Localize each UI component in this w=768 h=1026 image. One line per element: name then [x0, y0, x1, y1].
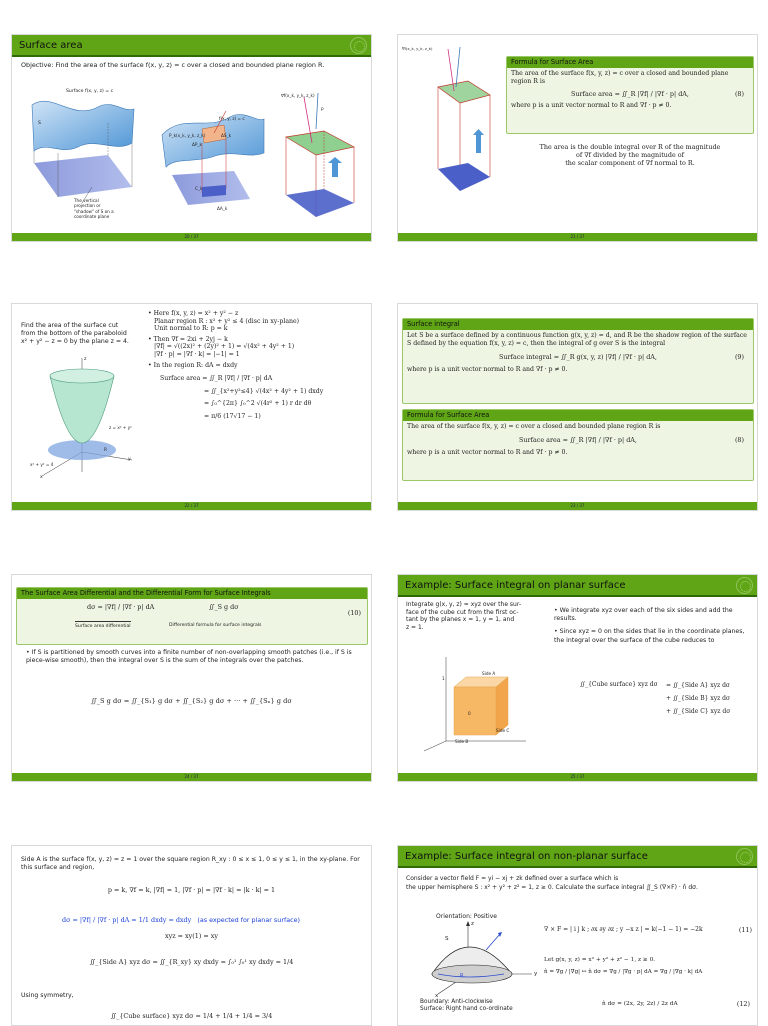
objective-text: Objective: Find the area of the surface f(x, y, z) = c over a closed and bounded plane region R.: [21, 61, 325, 69]
label-side-b: Side B: [455, 739, 469, 744]
dsigma-note: (as expected for planar surface): [197, 916, 301, 924]
normal-formula: n̂ = ∇g / |∇g| ↦ n̂ dσ = ∇g / |∇g · p| dA = ∇g / |∇g · k| dA: [544, 969, 703, 975]
intro-line-2: the upper hemisphere S : x² + y² + z² = 1, z ≥ 0. Calculate the surface integral ∬_S (∇×F) · n̂ dσ.: [406, 884, 698, 891]
equation-number: (9): [734, 353, 744, 361]
term-side-b: + ∬_{Side B} xyz dσ: [666, 695, 731, 702]
surface-label: Surface: Right hand co-ordinate: [420, 1006, 513, 1012]
line-cube-total: ∬_{Cube surface} xyz dσ = 1/4 + 1/4 + 1/4 = 3/4: [110, 1012, 273, 1020]
patch-diagram: [404, 41, 504, 201]
surface-integral-box: [402, 318, 754, 404]
explanation: [510, 143, 750, 168]
bullet-1: • Here f(x, y, z) = x² + y² − z: [148, 310, 239, 317]
bullet-text: Then ∇f = 2xi + 2yj − k: [153, 335, 228, 343]
label-R: R: [104, 447, 107, 452]
label-projection: The vertical projection or "shadow" of S on a coordinate plane: [74, 198, 114, 220]
label-p: p: [321, 106, 324, 111]
axis-z: z: [84, 357, 87, 362]
box-text: Let S be a surface defined by a continuous function g(x, y, z) = d, and R be the shadow region of the surface S defined by the equation f(x, y, z) = c, then the integral of g over S is the integral: [407, 332, 747, 347]
calc-line-3: = ∫₀^{2π} ∫₀^2 √(4r² + 1) r dr dθ: [204, 400, 312, 408]
bullet-2-mag: |∇f| = √((2x)² + (2y)² + 1) = √(4x² + 4y² + 1): [154, 343, 295, 351]
label-R: R: [460, 973, 464, 979]
box-where: where p is a unit vector normal to R and ∇f · p ≠ 0.: [407, 449, 568, 456]
line-side-a-integral: ∬_{Side A} xyz dσ = ∬_{R_xy} xy dxdy = ∫₀¹ ∫₀¹ xy dxdy = 1/4: [89, 958, 294, 966]
slide-side-a-calc: [11, 845, 372, 1026]
label-surface: Surface f(x, y, z) = c: [66, 89, 114, 94]
formula-box: [506, 56, 754, 134]
axis-y: y: [128, 457, 131, 462]
box-text: The area of the surface f(x, y, z) = c over a closed and bounded plane region R is: [511, 70, 729, 85]
axis-z: z: [471, 921, 474, 927]
problem-line-1: Find the area of the surface cut: [21, 322, 119, 329]
surface-area-formula: Surface area = ∬_R |∇f| / |∇f · p| dA,: [519, 436, 637, 444]
calc-line-1: Surface area = ∬_R |∇f| / |∇f · p| dA: [160, 375, 273, 383]
boundary-label: Boundary: Anti-clockwise: [420, 999, 493, 1005]
surface-diagrams: [12, 83, 371, 233]
label-S: S: [38, 121, 41, 126]
calc-line-4: = π/6 (17√17 − 1): [204, 412, 261, 420]
orientation-label: Orientation: Positive: [436, 913, 497, 920]
label-one: 1: [442, 676, 445, 681]
equation-number: (11): [738, 926, 752, 934]
equation-number: (10): [347, 609, 361, 617]
differential-label: Surface area differential: [75, 621, 131, 631]
solution-bullets: [148, 310, 368, 421]
bullet-1-region: Planar region R : x² + y² ≤ 4 (disc in xy-plane): [154, 317, 300, 325]
solution-bullets: [554, 607, 752, 645]
equation-number: (8): [734, 90, 744, 98]
problem-line-4: z = 1.: [406, 623, 424, 631]
intro-text: [406, 874, 752, 892]
label-dsk: ΔS_k: [221, 133, 232, 138]
slide-footer: 20 / 37: [12, 233, 371, 241]
explain-line-1: The area is the double integral over R of the magnitude: [539, 143, 721, 151]
term-side-c: + ∬_{Side C} xyz dσ: [666, 708, 731, 715]
problem-line-1: Integrate g(x, y, z) = xyz over the sur-: [406, 601, 522, 608]
slide-title: Surface area: [12, 35, 371, 57]
slide-title: Example: Surface integral on planar surface: [398, 575, 757, 597]
bullet-text: Since xyz = 0 on the sides that lie in the coordinate planes, the integral over the surface of the cube reduces to: [554, 628, 745, 644]
slide-surface-integral-def: [397, 303, 758, 511]
explain-line-2: of ∇f divided by the magnitude of: [575, 151, 685, 160]
label-side-a: Side A: [482, 671, 496, 676]
calc-line-2: = ∬_{x²+y²≤4} √(4x² + 4y² + 1) dxdy: [204, 387, 324, 395]
slide-planar-example: [397, 574, 758, 782]
label-surface: z = x² + y²: [109, 425, 132, 430]
box-where: where p is a unit vector normal to R and ∇f · p ≠ 0.: [511, 102, 672, 109]
label-zero: 0: [468, 711, 471, 716]
slide-footer: 25 / 37: [398, 773, 757, 781]
cube-lhs: ∬_{Cube surface} xyz dσ: [580, 681, 658, 688]
problem-line-3: x² + y² − z = 0 by the plane z = 4.: [21, 338, 129, 346]
slide-surface-area: [11, 34, 372, 242]
bullet-2-dot: |∇f · p| = |∇f · k| = |−1| = 1: [154, 350, 240, 358]
surface-integral-formula: Surface integral = ∬_R g(x, y, z) |∇f| / |∇f · p| dA,: [499, 353, 657, 361]
curl-formula: [544, 926, 754, 934]
bullet-1: • We integrate xyz over each of the six sides and add the results.: [554, 607, 733, 623]
label-S: S: [445, 936, 449, 942]
form-label: Differential formula for surface integrals: [169, 623, 262, 628]
intro-line-1: Consider a vector field F = yi − xj + zk defined over a surface which is: [406, 875, 619, 882]
label-side-c: Side C: [496, 728, 510, 733]
cube-terms: [666, 679, 730, 718]
problem-line-3: tant by the planes x = 1, y = 1, and: [406, 616, 515, 624]
differential-box: [16, 587, 368, 645]
differential-form: ∬_S g dσ: [209, 603, 239, 611]
bullet-text: If S is partitioned by smooth curves into a finite number of non-overlapping smooth patches (i.e., if S is piece-wise smooth), then the integral over S is the sum of the integrals over the patches.: [26, 649, 352, 665]
label-dak: ΔA_k: [217, 206, 228, 211]
axis-x: x: [435, 993, 439, 999]
label-dpk: ΔP_k: [192, 142, 202, 147]
box-title: Surface integral: [403, 319, 753, 330]
bullet-2: • Then ∇f = 2xi + 2yj − k: [148, 335, 228, 343]
bullet-text: In the region R: dA = dxdy: [153, 361, 238, 369]
slide-footer: 24 / 37: [12, 773, 371, 781]
label-disc: x² + y² = 4: [30, 462, 54, 467]
bullet-text: We integrate xyz over each of the six sides and add the results.: [554, 607, 733, 623]
slide-footer: 21 / 37: [398, 233, 757, 241]
term-side-a: = ∬_{Side A} xyz dσ: [666, 682, 731, 689]
logo-icon: [350, 37, 367, 54]
slide-footer: 23 / 37: [398, 502, 757, 510]
hemisphere-diagram: [428, 920, 538, 996]
symmetry-text: Using symmetry,: [21, 992, 74, 999]
line-xyz: xyz = xy(1) = xy: [165, 932, 218, 940]
box-title: Formula for Surface Area: [403, 410, 753, 421]
cube-diagram: [420, 653, 530, 753]
ndsigma-formula: [602, 1000, 752, 1008]
curl-expression: ∇ × F = | i j k ; ∂x ∂y ∂z ; y −x z | = k(−1 − 1) = −2k: [544, 926, 703, 933]
slide-paraboloid-example: [11, 303, 372, 511]
intro-text: Side A is the surface f(x, y, z) = z = 1 over the square region R_xy : 0 ≤ x ≤ 1, 0 ≤ y ≤ 1, in the xy-plane. For this surface and region,: [21, 856, 360, 872]
box-text: The area of the surface f(x, y, z) = c over a closed and bounded plane region R is: [407, 423, 661, 430]
problem-text: [406, 601, 526, 631]
logo-icon: [736, 577, 753, 594]
sum-formula: ∬_S g dσ = ∬_{S₁} g dσ + ∬_{S₂} g dσ + ··· + ∬_{Sₙ} g dσ: [91, 697, 292, 705]
equation-number: (8): [734, 436, 744, 444]
bullet-1-normal: Unit normal to R: p = k: [154, 325, 228, 333]
logo-icon: [736, 848, 753, 865]
axis-y: y: [534, 971, 538, 977]
box-title: The Surface Area Differential and the Differential Form for Surface Integrals: [17, 588, 367, 599]
label-ck: C_k: [195, 186, 203, 191]
label-grad: ∇f(x_k, y_k, z_k): [281, 93, 315, 98]
slide-title: Example: Surface integral on non-planar surface: [398, 846, 757, 868]
bullet-3: • In the region R: dA = dxdy: [148, 361, 238, 369]
line-normals: p = k, ∇f = k, |∇f| = 1, |∇f · p| = |∇f · k| = |k · k| = 1: [107, 886, 276, 894]
slide-surface-differential: [11, 574, 372, 782]
axis-x: x: [40, 475, 43, 480]
bullet-text: Here f(x, y, z) = x² + y² − z: [153, 310, 239, 317]
problem-line-2: from the bottom of the paraboloid: [21, 330, 127, 338]
let-g: Let g(x, y, z) = x² + y² + z² − 1, z ≥ 0.: [544, 957, 656, 963]
dsigma-formula: dσ = |∇f| / |∇f · p| dA = 1/1 dxdy = dxdy: [62, 916, 192, 924]
label-pk: P_k(x_k, y_k, z_k): [169, 133, 206, 138]
surface-area-formula: Surface area = ∬_R |∇f| / |∇f · p| dA,: [571, 90, 689, 98]
surface-area-box: [402, 409, 754, 481]
label-R: R: [37, 174, 41, 179]
bullet-2: • Since xyz = 0 on the sides that lie in the coordinate planes, the integral over the surface of the cube reduces to: [554, 628, 745, 644]
slide-nonplanar-example: [397, 845, 758, 1026]
slide-footer: 22 / 37: [12, 502, 371, 510]
partition-bullet: • If S is partitioned by smooth curves into a finite number of non-overlapping smooth patches (i.e., if S is piece-wise smooth), then the integral over S is the sum of the integrals over the patches.: [26, 649, 352, 665]
problem-text: [21, 322, 143, 347]
label-fxyz: f(x, y, z) = c: [219, 116, 245, 121]
explain-line-3: the scalar component of ∇f normal to R.: [565, 159, 695, 168]
boundary-labels: [420, 999, 513, 1013]
slide-formula-surface-area: [397, 34, 758, 242]
equation-number: (12): [736, 1000, 750, 1008]
box-where: where p is a unit vector normal to R and ∇f · p ≠ 0.: [407, 366, 568, 373]
ndsigma-expression: n̂ dσ = (2x, 2y, 2z) / 2z dA: [602, 1001, 678, 1007]
problem-line-2: face of the cube cut from the first oc-: [406, 608, 519, 616]
differential-formula: dσ = |∇f| / |∇f · p| dA: [87, 603, 155, 611]
box-title: Formula for Surface Area: [507, 57, 753, 68]
line-dsigma: [62, 916, 362, 924]
label-grad: ∇f(x_k, y_k, z_k): [402, 46, 433, 51]
